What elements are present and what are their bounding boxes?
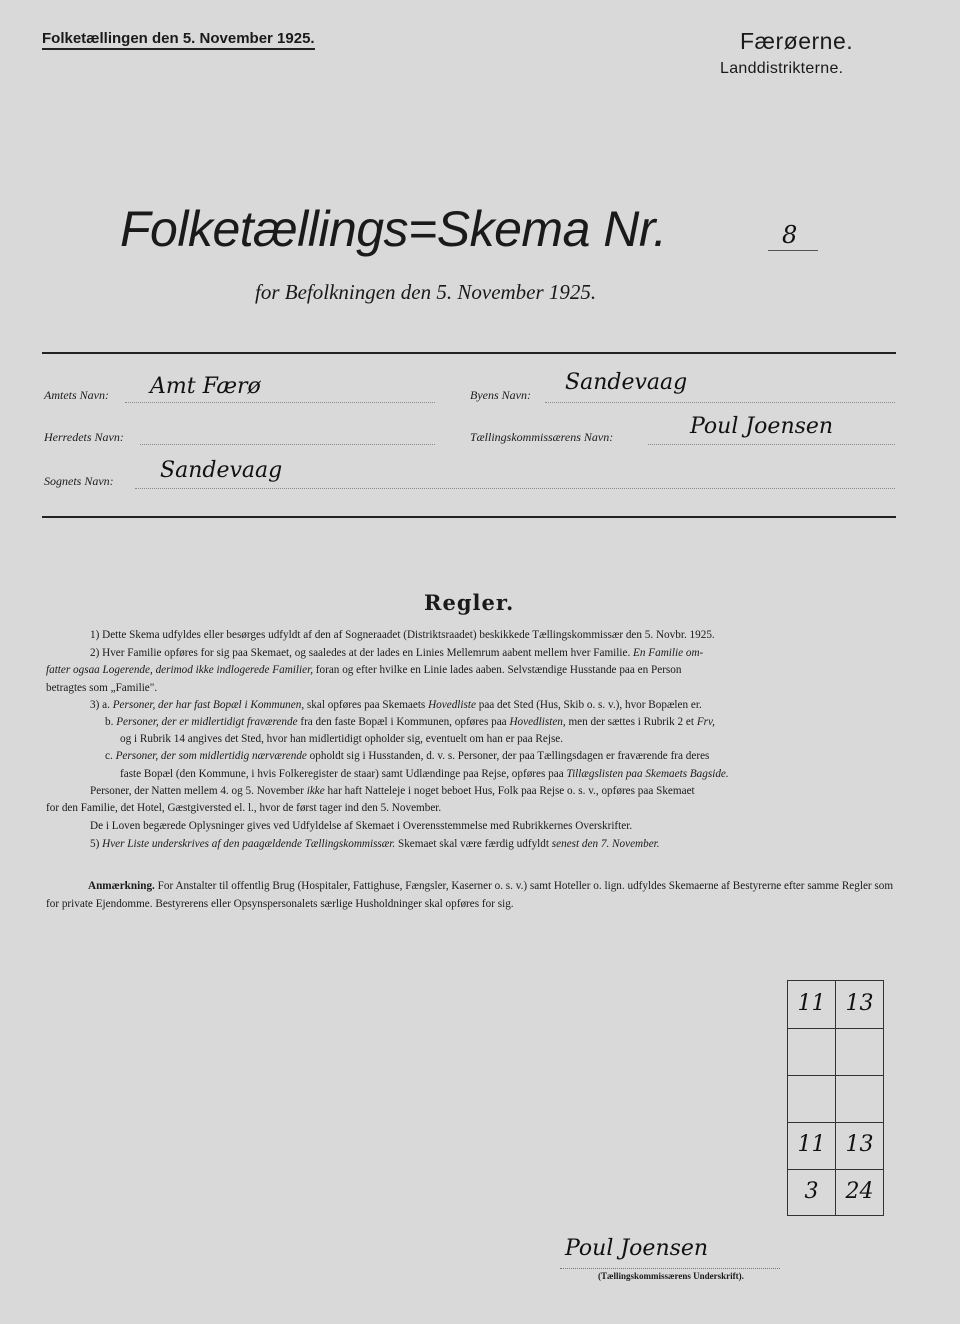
schema-number: 8 bbox=[782, 221, 798, 249]
rule-text: senest den 7. November. bbox=[551, 838, 660, 850]
rule-text: fatter ogsaa Logerende, derimod ikke indlogerede Familier, bbox=[46, 664, 313, 676]
tally-cell: 11 bbox=[797, 991, 826, 1016]
rule-text: Hver Liste underskrives af den paagældende Tællingskommissær. bbox=[102, 838, 396, 850]
tally-divider bbox=[788, 1169, 883, 1170]
rule-text: Hovedliste bbox=[428, 699, 476, 711]
rule-text: faste Bopæl (den Kommune, i hvis Folkeregister de staar) samt Udlændinge paa Rejse, opføres paa bbox=[120, 768, 564, 780]
rule-text: Personer, der er midlertidigt fraværende bbox=[116, 716, 298, 728]
kommissaer-line bbox=[648, 444, 895, 445]
signature-value: Poul Joensen bbox=[565, 1236, 709, 1261]
amt-label: Amtets Navn: bbox=[44, 388, 109, 402]
tally-cell: 13 bbox=[845, 991, 874, 1016]
rule-2-line-3: betragtes som „Familie". bbox=[46, 682, 158, 694]
rule-3c-line-2 bbox=[120, 766, 960, 782]
district-name: Landdistrikterne. bbox=[720, 60, 844, 77]
rule-1: 1) Dette Skema udfyldes eller besørges udfyldt af den af Sogneraadet (Distriktsraadet) beskikkede Tællingskommissær den 5. Novbr. 1925. bbox=[90, 629, 715, 641]
rule-text: skal opføres paa Skemaets bbox=[306, 699, 426, 711]
rule-5 bbox=[90, 836, 945, 852]
note-label: Anmærkning. bbox=[88, 880, 155, 892]
divider bbox=[42, 352, 896, 354]
herredets-label: Herredets Navn: bbox=[44, 430, 124, 444]
rule-text: ikke bbox=[306, 785, 325, 797]
note-text: For Anstalter til offentlig Brug (Hospitaler, Fattighuse, Fængsler, Kaserner o. s. v.) samt Hoteller o. lign. udfyldes Skemaerne af Bestyrerne efter samme Regler som for private Ejendomme. Bestyrerens eller Opsynspersonalets særlige Husholdninger skal opføres for sig. bbox=[46, 880, 894, 910]
rule-text: Personer, der Natten mellem 4. og 5. November bbox=[90, 785, 304, 797]
byens-value: Sandevaag bbox=[565, 370, 688, 395]
herredets-line bbox=[140, 444, 435, 445]
rule-text: 5) bbox=[90, 838, 100, 850]
rule-3b-line-2: og i Rubrik 14 angives det Sted, hvor han midlertidigt opholder sig, eventuelt om han er paa Rejse. bbox=[120, 733, 564, 745]
sognets-label: Sognets Navn: bbox=[44, 474, 114, 488]
byens-line bbox=[545, 402, 895, 403]
rule-text: c. bbox=[105, 750, 113, 762]
rule-text: En Familie om- bbox=[633, 647, 704, 659]
form-title: Folketællings=Skema Nr. bbox=[120, 201, 667, 257]
tally-divider bbox=[788, 1122, 883, 1123]
rule-text: 2) Hver Familie opføres for sig paa Skemaet, og saaledes at der lades en Linies Mellemrum aabent mellem hver Familie. bbox=[90, 647, 631, 659]
form-header-label: Folketællingen den 5. November 1925. bbox=[42, 30, 315, 50]
rule-text: Personer, der som midlertidig nærværende bbox=[115, 750, 307, 762]
tally-cell: 13 bbox=[845, 1132, 874, 1157]
amt-value: Amt Færø bbox=[150, 374, 261, 399]
rule-text: Skemaet skal være færdig udfyldt bbox=[397, 838, 549, 850]
rule-text: fra den faste Bopæl i Kommunen, opføres paa bbox=[300, 716, 507, 728]
divider bbox=[42, 516, 896, 518]
rule-text: men der sættes i Rubrik 2 et bbox=[568, 716, 695, 728]
tally-box bbox=[787, 980, 884, 1216]
byens-label: Byens Navn: bbox=[470, 388, 531, 402]
rule-text: paa det Sted (Hus, Skib o. s. v.), hvor Bopælen er. bbox=[478, 699, 702, 711]
kommissaer-value: Poul Joensen bbox=[690, 414, 834, 439]
rule-text: b. bbox=[105, 716, 114, 728]
signature-line bbox=[560, 1268, 780, 1269]
rule-text: Tillægslisten paa Skemaets Bagside. bbox=[566, 768, 729, 780]
tally-cell: 3 bbox=[804, 1179, 819, 1204]
rule-3c-line-1 bbox=[105, 748, 960, 764]
region-name: Færøerne. bbox=[740, 28, 854, 54]
rule-text: 3) a. bbox=[90, 699, 110, 711]
amt-line bbox=[125, 402, 435, 403]
kommissaer-label: Tællingskommissærens Navn: bbox=[470, 430, 614, 444]
rule-text: Personer, der har fast Bopæl i Kommunen, bbox=[112, 699, 305, 711]
tally-divider bbox=[788, 1075, 883, 1076]
tally-divider bbox=[788, 1028, 883, 1029]
sognets-line bbox=[135, 488, 895, 489]
rules-heading: Regler. bbox=[424, 590, 515, 615]
note-paragraph bbox=[46, 877, 901, 913]
tally-cell: 24 bbox=[845, 1179, 874, 1204]
rule-3b-line-1 bbox=[105, 714, 960, 730]
rule-4: De i Loven begærede Oplysninger gives ved Udfyldelse af Skemaet i Overensstemmelse med Rubrikkernes Overskrifter. bbox=[90, 820, 633, 832]
schema-number-line bbox=[768, 250, 818, 251]
rule-3d-line-1 bbox=[90, 783, 945, 799]
rule-text: Hovedlisten, bbox=[509, 716, 566, 728]
rule-text: har haft Natteleje i noget beboet Hus, Folk paa Rejse o. s. v., opføres paa Skemaet bbox=[327, 785, 695, 797]
rule-3d-line-2: for den Familie, det Hotel, Gæstgiversted el. l., hvor de først tager ind den 5. November. bbox=[46, 802, 442, 814]
form-subtitle: for Befolkningen den 5. November 1925. bbox=[255, 280, 597, 304]
tally-cell: 11 bbox=[797, 1132, 826, 1157]
rule-3a bbox=[90, 697, 945, 713]
signature-caption: (Tællingskommissærens Underskrift). bbox=[598, 1271, 744, 1281]
rule-2-line-1 bbox=[90, 645, 945, 661]
rule-text: opholdt sig i Husstanden, d. v. s. Personer, der paa Tællingsdagen er fraværende fra deres bbox=[309, 750, 710, 762]
sognets-value: Sandevaag bbox=[160, 458, 283, 483]
rule-2-line-2 bbox=[46, 662, 901, 678]
rule-text: Frv, bbox=[696, 716, 715, 728]
rule-text: foran og efter hvilke en Linie lades aaben. Selvstændige Husstande paa en Person bbox=[315, 664, 682, 676]
